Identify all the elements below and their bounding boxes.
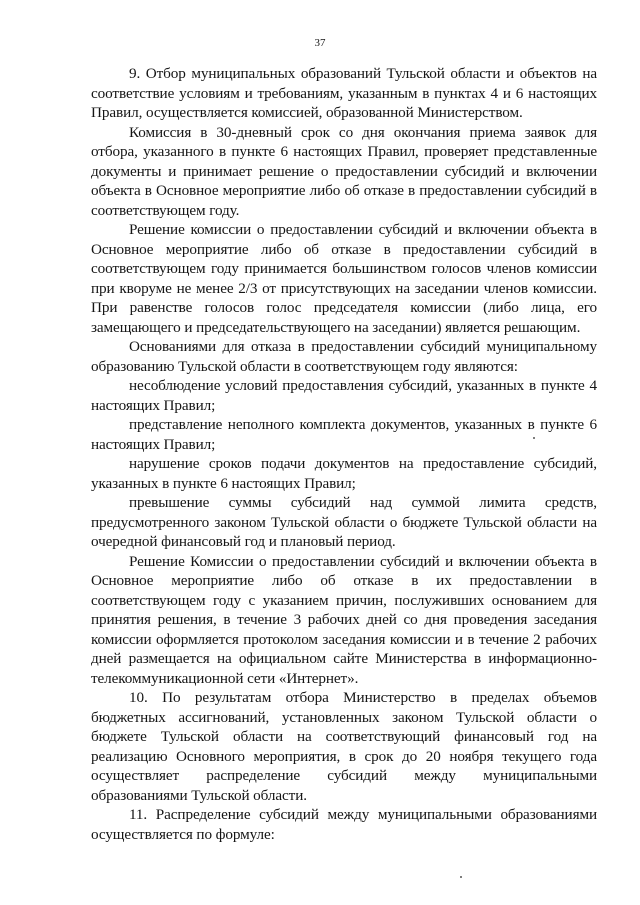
paragraph-10-distribution: 10. По результатам отбора Министерство в пределах объемов бюджетных ассигнований, установленных законом Тульской области о бюджете Тульской области на соответствующий финансовый год на реализацию Основного мероприятия, в срок до 20 ноября текущего года осуществляет распределение субсидий между муниципальными образованиями Тульской области. xyxy=(91,689,597,804)
paragraph-refusal-grounds: Основаниями для отказа в предоставлении субсидий муниципальному образованию Тульской области в соответствующем году являются: xyxy=(91,338,597,375)
scan-speck xyxy=(460,876,462,878)
list-item-deadline-violation: нарушение сроков подачи документов на предоставление субсидий, указанных в пункте 6 настоящих Правил; xyxy=(91,455,597,492)
scan-speck xyxy=(533,437,535,439)
document-body xyxy=(91,64,597,844)
paragraph-decision-publication: Решение Комиссии о предоставлении субсидий и включении объекта в Основное мероприятие либо об отказе в их предоставлении в соответствующем году с указанием причин, послуживших основанием для принятия решения, в течение 3 рабочих дней со дня проведения заседания комиссии оформляется протоколом заседания комиссии и в течение 2 рабочих дней размещается на официальном сайте Министерства в информационно-телекоммуникационной сети «Интернет». xyxy=(91,552,597,687)
paragraph-commission-term: Комиссия в 30-дневный срок со дня окончания приема заявок для отбора, указанного в пункте 6 настоящих Правил, проверяет представленные документы и принимает решение о предоставлении субсидий и включении объекта в Основное мероприятие либо об отказе в предоставлении субсидий в соответствующем году. xyxy=(91,123,597,219)
list-item-incomplete-documents: представление неполного комплекта документов, указанных в пункте 6 настоящих Правил; xyxy=(91,416,597,453)
paragraph-9-selection-commission: 9. Отбор муниципальных образований Тульской области и объектов на соответствие условиям и требованиям, указанным в пунктах 4 и 6 настоящих Правил, осуществляется комиссией, образованной Министерством. xyxy=(91,65,597,121)
paragraph-11-formula: 11. Распределение субсидий между муниципальными образованиями осуществляется по формуле: xyxy=(91,806,597,843)
list-item-limit-excess: превышение суммы субсидий над суммой лимита средств, предусмотренного законом Тульской области о бюджете Тульской области на очередной финансовый год и плановый период. xyxy=(91,494,597,550)
page-number: 37 xyxy=(314,37,326,49)
list-item-conditions-violation: несоблюдение условий предоставления субсидий, указанных в пункте 4 настоящих Правил; xyxy=(91,377,597,414)
paragraph-commission-decision: Решение комиссии о предоставлении субсидий и включении объекта в Основное мероприятие либо об отказе в предоставлении субсидий в соответствующем году принимается большинством голосов членов комиссии при кворуме не менее 2/3 от присутствующих на заседании членов комиссии. При равенстве голосов голос председателя комиссии (либо лица, его замещающего и председательствующего на заседании) является решающим. xyxy=(91,221,597,336)
